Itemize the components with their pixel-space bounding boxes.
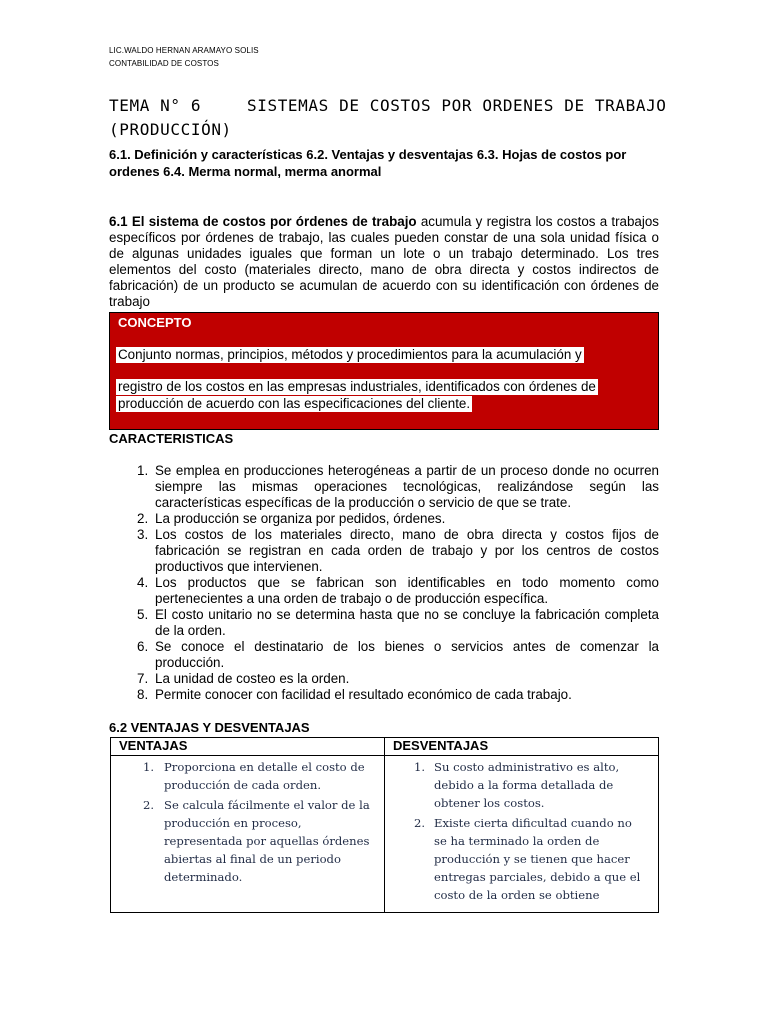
ventajas-cell <box>111 756 385 913</box>
list-item: 1. Proporciona en detalle el costo de producción de cada orden. <box>143 760 365 792</box>
list-item: 7. La unidad de costeo es la orden. <box>137 671 350 686</box>
characteristics-list <box>129 463 659 703</box>
list-item: 8. Permite conocer con facilidad el resultado económico de cada trabajo. <box>137 687 572 702</box>
advantages-table <box>110 737 659 913</box>
subtitle-topics: 6.1. Definición y características 6.2. Ventajas y desventajas 6.3. Hojas de costos por ordenes 6.4. Merma normal, merma anormal <box>109 147 627 179</box>
title-number: TEMA N° 6 <box>109 96 202 115</box>
list-item: 2. Existe cierta dificultad cuando no se ha terminado la orden de producción y se tienen que hacer entregas parciales, debido a que el costo de la orden se obtiene <box>414 816 641 902</box>
table-header-row <box>111 738 659 756</box>
list-item: 5. El costo unitario no se determina hasta que no se concluye la fabricación completa de la orden. <box>137 607 659 638</box>
concept-line-2: registro de los costos en las empresas industriales, identificados con órdenes de <box>118 379 596 394</box>
intro-paragraph <box>109 214 659 310</box>
intro-text: acumula y registra los costos a trabajos específicos por órdenes de trabajo, las cuales pueden constar de una sola unidad física o de algunas unidades iguales que forman un lote o un trabajo determinado. Los tres elementos del costo (materiales directo, mano de obra directa y costos indirectos de fabricación) de un producto se acumulan de acuerdo con su identificación con órdenes de trabajo <box>109 214 659 309</box>
concept-line-1: Conjunto normas, principios, métodos y procedimientos para la acumulación y <box>118 347 582 362</box>
intro-bold: 6.1 El sistema de costos por órdenes de trabajo <box>109 214 417 229</box>
concept-line-3: producción de acuerdo con las especificaciones del cliente. <box>118 396 471 411</box>
header-author: LIC.WALDO HERNAN ARAMAYO SOLIS <box>109 46 259 55</box>
concept-label: CONCEPTO <box>118 315 192 330</box>
list-item: 2. La producción se organiza por pedidos, órdenes. <box>137 511 446 526</box>
col-ventajas-header: VENTAJAS <box>111 738 385 756</box>
table-row <box>111 756 659 913</box>
concept-box <box>109 312 659 430</box>
desventajas-cell <box>385 756 659 913</box>
title-text: SISTEMAS DE COSTOS POR ORDENES DE TRABAJO (PRODUCCIÓN) <box>109 96 667 139</box>
list-item: 6. Se conoce el destinatario de los bienes o servicios antes de comenzar la producción. <box>137 639 659 670</box>
col-desventajas-header: DESVENTAJAS <box>385 738 659 756</box>
page-title <box>109 94 669 142</box>
characteristics-title: CARACTERISTICAS <box>109 431 234 446</box>
list-item: 3. Los costos de los materiales directo, mano de obra directa y costos fijos de fabricación se registran en cada orden de trabajo y por los centros de costos productivos que intervienen. <box>137 527 659 574</box>
header-course: CONTABILIDAD DE COSTOS <box>109 59 219 68</box>
advantages-title: 6.2 VENTAJAS Y DESVENTAJAS <box>109 720 310 735</box>
list-item: 4. Los productos que se fabrican son identificables en todo momento como pertenecientes a una orden de trabajo o de producción específica. <box>137 575 659 606</box>
list-item: 2. Se calcula fácilmente el valor de la producción en proceso, representada por aquellas órdenes abiertas al final de un periodo determinado. <box>143 798 370 884</box>
list-item: 1. Su costo administrativo es alto, debido a la forma detallada de obtener los costos. <box>414 760 620 810</box>
list-item: 1. Se emplea en producciones heterogéneas a partir de un proceso donde no ocurren siempre las mismas operaciones tecnológicas, realizándose según las características específicas de la producción o servicio de que se trate. <box>137 463 659 510</box>
